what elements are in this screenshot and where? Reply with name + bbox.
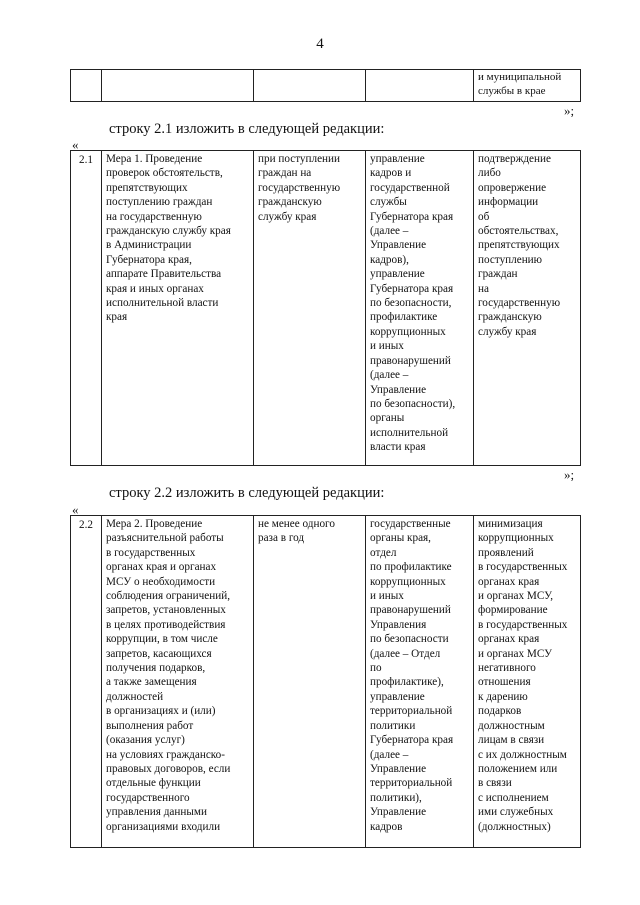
table-row	[71, 516, 581, 848]
closing-quote-2: »;	[564, 467, 575, 482]
page-number: 4	[316, 36, 324, 52]
measure-cell: Мера 2. Проведение разъяснительной работы в государственных органах края и органах МСУ о необходимости соблюдения ограничений, запретов, установленных в целях противодействия коррупции, в том числе запретов, касающихся получения подарков, а также замещения должностей в организациях и (или) выполнения работ (оказания услуг) на условиях гражданско- правовых договоров, если отдельные функции государственного управления данными организациями входили	[102, 516, 254, 848]
cell-deadline	[254, 70, 366, 102]
cell-executor	[366, 70, 474, 102]
row-number: 2.2	[71, 516, 102, 848]
result-cell: минимизация коррупционных проявлений в государственных органах края и органах МСУ, формирование в государственных органах края и органах МСУ негативного отношения к дарению подарков должностным лицам в связи с их должностным положением или в связи с исполнением ими служебных (должностных)	[474, 516, 581, 848]
table-row	[71, 151, 581, 466]
executor-cell: управление кадров и государственной службы Губернатора края (далее – Управление кадров), управление Губернатора края по безопасности, профилактике коррупционных и иных правонарушений (далее – Управление по безопасности), органы исполнительной власти края	[366, 151, 474, 466]
table-fragment-top	[70, 69, 581, 102]
deadline-cell: не менее одного раза в год	[254, 516, 366, 848]
table-row-2-1	[70, 150, 581, 466]
instruction-2-1: строку 2.1 изложить в следующей редакции:	[109, 121, 385, 137]
measure-cell: Мера 1. Проведение проверок обстоятельств, препятствующих поступлению граждан на государственную гражданскую службу края в Администрации Губернатора края, аппарате Правительства края и иных органах исполнительной власти края	[102, 151, 254, 466]
cell-result: и муниципальной службы в крае	[474, 70, 581, 102]
table-row	[71, 70, 581, 102]
table-row-2-2	[70, 515, 581, 848]
deadline-cell: при поступлении граждан на государственную гражданскую службу края	[254, 151, 366, 466]
opening-quote: «	[72, 137, 79, 152]
cell-num	[71, 70, 102, 102]
result-cell: подтверждение либо опровержение информации об обстоятельствах, препятствующих поступлению граждан на государственную гражданскую службу края	[474, 151, 581, 466]
row-number: 2.1	[71, 151, 102, 466]
instruction-2-2: строку 2.2 изложить в следующей редакции:	[109, 485, 385, 501]
closing-quote: »;	[564, 103, 575, 118]
executor-cell: государственные органы края, отдел по профилактике коррупционных и иных правонарушений Управления по безопасности (далее – Отдел по профилактике), управление территориальной политики Губернатора края (далее – Управление территориальной политики), Управление кадров	[366, 516, 474, 848]
cell-measure	[102, 70, 254, 102]
opening-quote-2: «	[72, 502, 79, 517]
